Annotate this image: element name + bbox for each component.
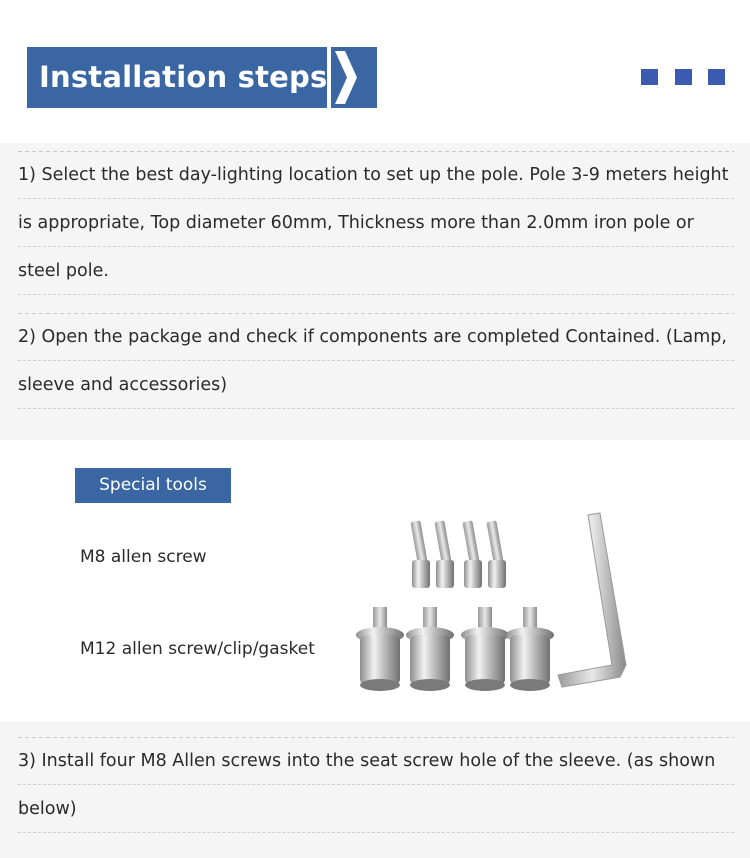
m8-screw-2 [434,520,454,588]
m12-screw-4 [506,607,554,691]
tool-m8-allen-screw: M8 allen screw [80,547,207,567]
allen-wrench [558,513,626,687]
step-1-line-3: steel pole. [18,247,734,295]
tool-m12-allen-screw: M12 allen screw/clip/gasket [80,639,315,659]
header [0,0,750,143]
step-1-line-1: 1) Select the best day-lighting location to set up the pole. Pole 3-9 meters height [18,151,734,199]
steps-panel-3 [0,722,750,858]
decorative-square-3 [708,69,725,85]
decorative-square-2 [675,69,692,85]
step-2-line-2: sleeve and accessories) [18,361,734,409]
m12-screw-2 [406,607,454,691]
steps-panel-1 [0,143,750,440]
decorative-square-1 [641,69,658,85]
m8-screw-4 [486,520,506,588]
m12-screw-1 [356,607,404,691]
m8-screw-3 [462,520,482,588]
step-3 [18,737,734,833]
chevron-right-icon [331,47,377,108]
step-1 [18,151,734,295]
screws-and-wrench-image [350,505,640,700]
step-2-line-1: 2) Open the package and check if components are completed Contained. (Lamp, [18,313,734,361]
step-3-line-2: below) [18,785,734,833]
step-2 [18,313,734,409]
page-title: Installation steps [27,47,327,108]
step-3-line-1: 3) Install four M8 Allen screws into the seat screw hole of the sleeve. (as shown [18,737,734,785]
m8-screw-1 [410,520,430,588]
m12-screw-3 [461,607,509,691]
special-tools-label: Special tools [75,468,231,503]
step-1-line-2: is appropriate, Top diameter 60mm, Thickness more than 2.0mm iron pole or [18,199,734,247]
special-tools-section [0,440,750,722]
